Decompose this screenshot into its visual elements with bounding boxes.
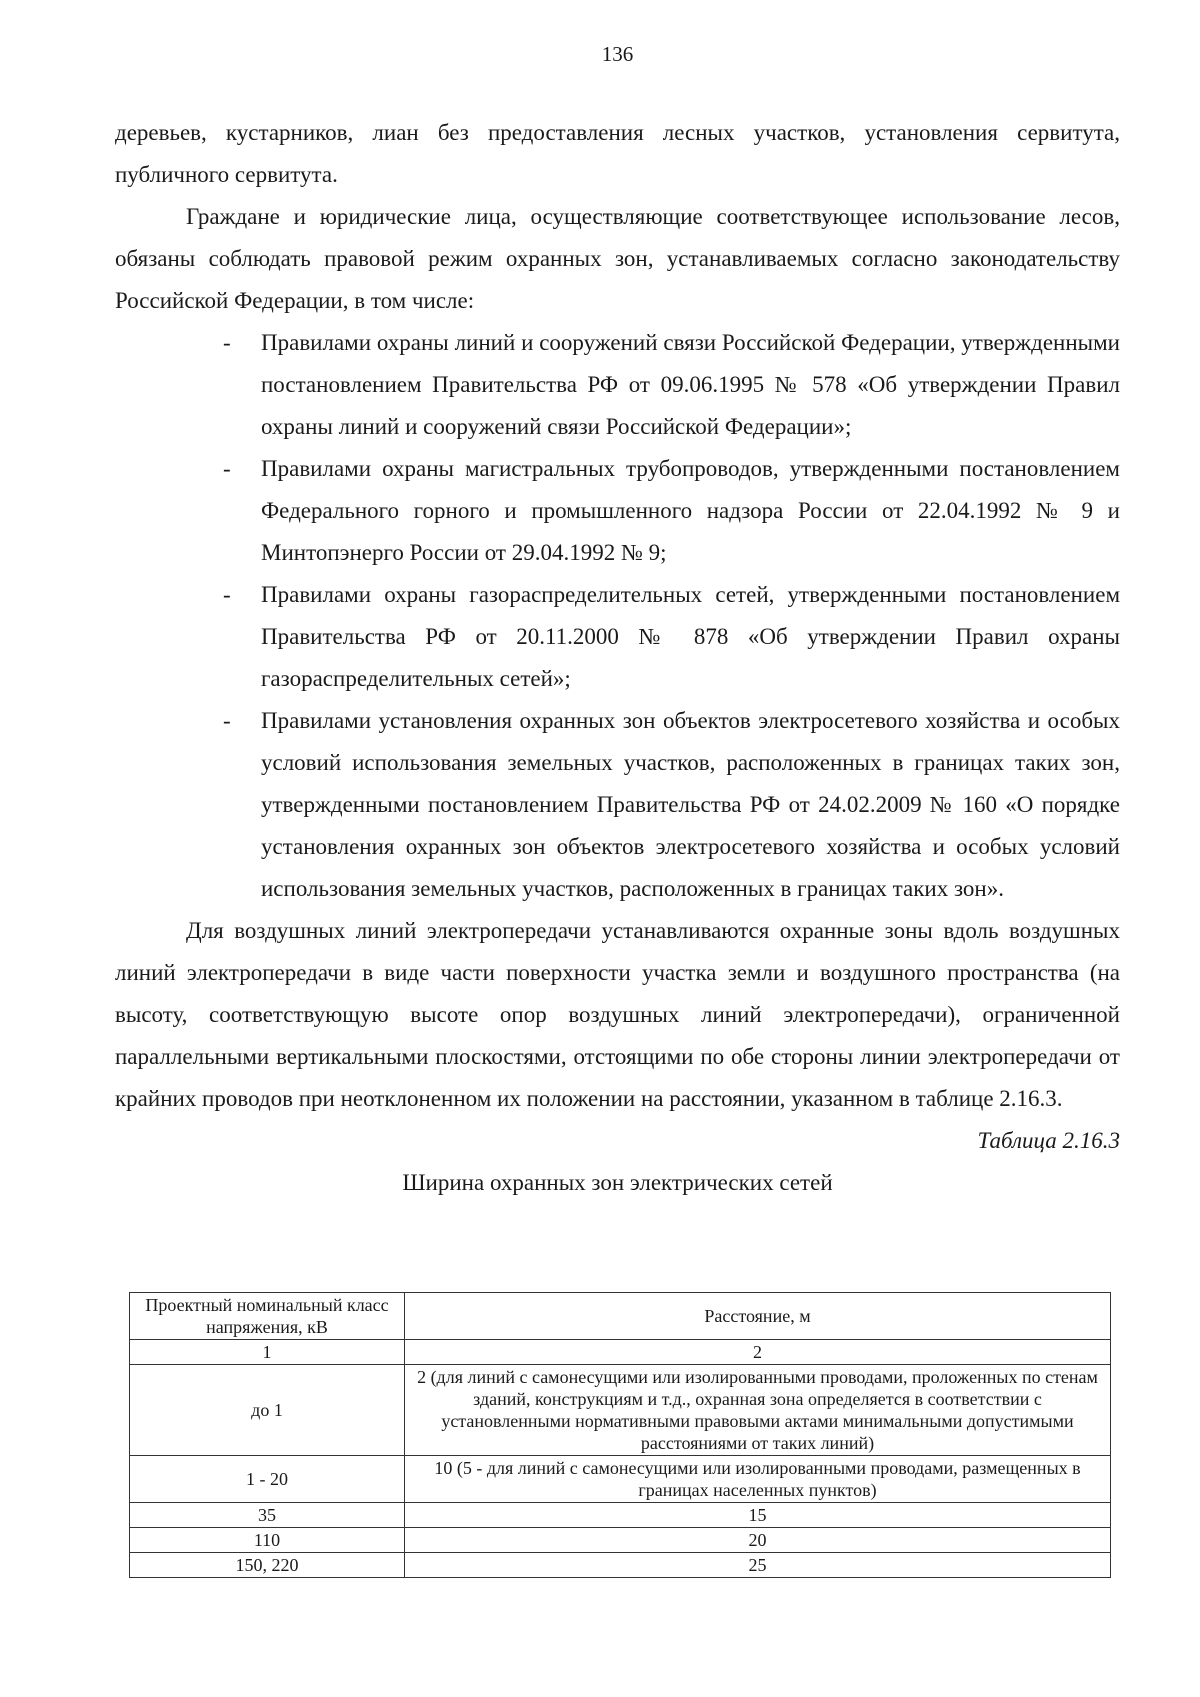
distance-cell: 2 (для линий с самонесущими или изолированными проводами, проложенных по стенам зданий, конструкциям и т.д., охранная зона определяется в соответствии с установленными нормативными правовыми актами минимальными допустимыми расстояниями от таких линий) bbox=[405, 1365, 1111, 1456]
list-item bbox=[223, 322, 1120, 448]
distance-cell: 15 bbox=[405, 1503, 1111, 1528]
voltage-cell: до 1 bbox=[130, 1365, 405, 1456]
distance-cell: 20 bbox=[405, 1528, 1111, 1553]
voltage-cell: 35 bbox=[130, 1503, 405, 1528]
voltage-cell: 110 bbox=[130, 1528, 405, 1553]
dash-bullet: - bbox=[223, 456, 231, 481]
list-item-text: Правилами установления охранных зон объектов электросетевого хозяйства и особых условий использования земельных участков, расположенных в границах таких зон, утвержденными постановлением Правительства РФ от 24.02.2009 № 160 «О порядке установления охранных зон объектов электросетевого хозяйства и особых условий использования земельных участков, расположенных в границах таких зон». bbox=[261, 708, 1120, 901]
paragraph-continuation: деревьев, кустарников, лиан без предоставления лесных участков, установления сервитута, публичного сервитута. bbox=[115, 120, 1120, 187]
page-number: 136 bbox=[601, 42, 634, 66]
voltage-cell: 1 - 20 bbox=[130, 1456, 405, 1503]
paragraph-power-lines: Для воздушных линий электропередачи устанавливаются охранные зоны вдоль воздушных линий электропередачи в виде части поверхности участка земли и воздушного пространства (на высоту, соответствующую высоте опор воздушных линий электропередачи), ограниченной параллельными вертикальными плоскостями, отстоящими по обе стороны линии электропередачи от крайних проводов при неотклоненном их положении на расстоянии, указанном в таблице 2.16.3. bbox=[115, 918, 1120, 1111]
list-item bbox=[223, 448, 1120, 574]
distance-cell: 10 (5 - для линий с самонесущими или изолированными проводами, размещенных в границах населенных пунктов) bbox=[405, 1456, 1111, 1503]
header-distance: Расстояние, м bbox=[405, 1293, 1111, 1340]
protection-zones-table bbox=[129, 1292, 1111, 1578]
table-column-number-row bbox=[130, 1340, 1111, 1365]
table-row bbox=[130, 1503, 1111, 1528]
dash-bullet: - bbox=[223, 582, 231, 607]
dash-bullet: - bbox=[223, 330, 231, 355]
paragraph-obligations: Граждане и юридические лица, осуществляющие соответствующее использование лесов, обязаны соблюдать правовой режим охранных зон, устанавливаемых согласно законодательству Российской Федерации, в том числе: bbox=[115, 204, 1120, 313]
column-number: 2 bbox=[405, 1340, 1111, 1365]
voltage-cell: 150, 220 bbox=[130, 1553, 405, 1578]
dash-bullet: - bbox=[223, 708, 231, 733]
list-item bbox=[223, 700, 1120, 910]
distance-cell: 25 bbox=[405, 1553, 1111, 1578]
header-voltage-class: Проектный номинальный класс напряжения, кВ bbox=[130, 1293, 405, 1340]
table-header-row bbox=[130, 1293, 1111, 1340]
list-item-text: Правилами охраны магистральных трубопроводов, утвержденными постановлением Федерального горного и промышленного надзора России от 22.04.1992 № 9 и Минтопэнерго России от 29.04.1992 № 9; bbox=[261, 456, 1120, 565]
body-text bbox=[115, 112, 1120, 1204]
table-row bbox=[130, 1528, 1111, 1553]
table-number: Таблица 2.16.3 bbox=[977, 1128, 1120, 1153]
list-item bbox=[223, 574, 1120, 700]
column-number: 1 bbox=[130, 1340, 405, 1365]
table-row bbox=[130, 1456, 1111, 1503]
rules-list bbox=[115, 322, 1120, 910]
table-row bbox=[130, 1365, 1111, 1456]
table-title: Ширина охранных зон электрических сетей bbox=[402, 1170, 833, 1195]
table-row bbox=[130, 1553, 1111, 1578]
list-item-text: Правилами охраны газораспределительных сетей, утвержденными постановлением Правительства РФ от 20.11.2000 № 878 «Об утверждении Правил охраны газораспределительных сетей»; bbox=[261, 582, 1120, 691]
list-item-text: Правилами охраны линий и сооружений связи Российской Федерации, утвержденными постановлением Правительства РФ от 09.06.1995 № 578 «Об утверждении Правил охраны линий и сооружений связи Российской Федерации»; bbox=[261, 330, 1120, 439]
